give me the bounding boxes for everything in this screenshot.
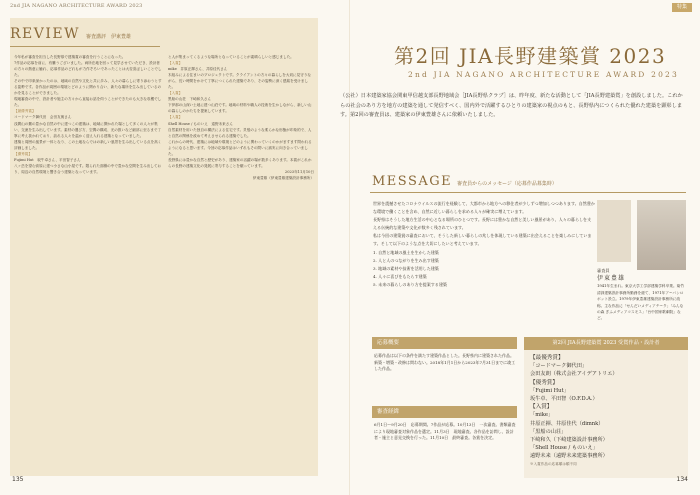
paragraph: 木組みによる住まいのプロジェクトです。クライアントの方々の暮らしを大切に見守りながら、長い時間をかけて丁寧につくられた建築であり、その姿勢に深く感銘を受けました。 xyxy=(168,73,312,90)
paragraph: 伊東豊雄（伊東豊雄建築設計事務所） xyxy=(252,175,314,180)
winner-prize: 【最優秀賞】 xyxy=(530,355,564,361)
paragraph: 長野県はそうした地方生活の中心となる場所のひとつです。長野には豊かな自然と美しい風景があり、人々の暮らしを支える伝統的な建築や文化が数多く残されています。 xyxy=(373,217,592,231)
process-heading: 審査経緯 xyxy=(372,406,517,418)
paragraph: 黒船の山荘 下崎和久さん xyxy=(168,97,212,102)
paragraph: 【優秀賞】 xyxy=(14,151,32,156)
paragraph: これからの時代、建築には地域や環境とどのように関わっていくのかがますます問われるようになると思います。今回の応募作品はいずれもその問いに誠実に向き合っていました。 xyxy=(168,139,312,156)
winner-work: 「黒船の山荘」 xyxy=(530,428,567,435)
judge-name: 伊東豊雄 xyxy=(597,275,626,283)
judge-role: 審査員 xyxy=(597,268,610,273)
winners-heading: 第2回 JIA長野建築賞 2023 受賞作品・設計者 xyxy=(524,337,688,350)
paragraph: 自然素材を用いた独自の構法による住宅です。貝殻のような柔らかな形態が印象的で、人と自然の関係を改めて考えさせられる建築でした。 xyxy=(168,127,312,138)
running-head: 2nd JIA NAGANO ARCHITECTURE AWARD 2023 xyxy=(10,3,143,9)
paragraph: 下伊那の山深い土地に建つ山荘です。地域の材料や職人の技術を生かしながら、新しい山の暮らしのかたちを提案しています。 xyxy=(168,103,312,114)
message-side-block xyxy=(597,200,631,262)
paragraph: 浅間山の麓の豊かな自然の中に建つこの建築は、地域に開かれた場として多くの人々が集い、交流を生み出しています。素材の選び方、空間の構成、光の扱いなど細部に至るまで丁寧に考え抜かれており、訪れる人々を温かく迎え入れる建築となっていました。 xyxy=(14,121,162,138)
message-heading xyxy=(372,174,557,189)
winner-work: 「コードマーク御代田」 xyxy=(530,363,588,370)
message-title: MESSAGE xyxy=(372,174,453,189)
paragraph: mike 井原正揮さん、井原佳代さん xyxy=(168,67,228,72)
paragraph: 5. 未来の暮らしのあり方を提案する建築 xyxy=(373,281,447,287)
winner-author: 下崎和久（下崎建築設計事務所） xyxy=(530,437,608,444)
review-column-1 xyxy=(14,54,162,175)
process-body: 6月1日〜9月20日 応募期間。7作品が応募。10月13日 一次審査。書類審査により現地審査対象作品を選定。11月3日 現地審査。各作品を訪問し、設計者・施主と意見交換を行った。11月10日 最終審査。各賞を決定。 xyxy=(374,422,516,441)
judge-photo xyxy=(637,200,686,270)
paragraph: 建築と周囲の風景が一体となり、この土地ならではの新しい風景を生み出している点を高く評価しました。 xyxy=(14,139,162,150)
message-subtitle: 審査員からのメッセージ（応募作品募集時） xyxy=(457,181,557,187)
review-heading xyxy=(10,26,131,42)
winners-list xyxy=(530,354,686,467)
award-intro: （公社）日本建築家協会関東甲信越支部長野地域会［JIA長野県クラブ］は、昨年度、新たな活動として「JIA長野建築賞」を創設しました。これからの社会のあり方を地方の建築を通して発信すべく、国内外で活躍するひとりの建築家の視点のもと、長野県内につくられた優れた建築を顕彰します。第2回の審査員は、建築家の伊東豊雄さんに依頼いたしました。 xyxy=(340,93,683,119)
paragraph: 2. 人と人のつながりを生み出す建築 xyxy=(373,257,439,263)
review-divider xyxy=(10,46,160,47)
paragraph: Shell House / ものいえ 遠野未来さん xyxy=(168,121,233,126)
winner-work: 「Shell House / ものいえ」 xyxy=(530,445,598,452)
winner-author: 会田友朗（株式会社アイデアトリエ） xyxy=(530,371,618,378)
message-body xyxy=(373,200,595,289)
paragraph: 4. 人々に喜びをもたらす建築 xyxy=(373,273,427,279)
page-gutter xyxy=(349,0,350,495)
paragraph: コードマーク御代田 会田友朗さん xyxy=(14,115,72,120)
paragraph: 【入賞】 xyxy=(168,61,183,66)
winner-author: 井原正揮、井原佳代（dimnk） xyxy=(530,420,604,427)
paragraph: 八ヶ岳を望む高原に建つ小さな山小屋です。限られた面積の中で豊かな空間を生み出しており、周辺の自然環境と響き合う建築となっています。 xyxy=(14,163,162,174)
entry-heading: 応募概要 xyxy=(372,337,517,349)
paragraph: 7作品の応募を前に、有難うございました。両所在地を回って見学させていただき、設計者の方々の熱意に触れ、応募作品のどれもが力作ぞろいであったことは大変喜ばしいことでした。 xyxy=(14,61,162,78)
winners-note: ※入賞作品の応募順は順不同 xyxy=(530,461,577,466)
section-tag: 特集 xyxy=(672,3,692,12)
paragraph: 【入賞】 xyxy=(168,91,183,96)
paragraph: 1. 自然と地域の風土を生かした建築 xyxy=(373,249,439,255)
winner-author: 坂牛卓、平田智（O.F.D.A.） xyxy=(530,396,598,403)
paragraph: と人が集まってくるような場所となっていることが素晴らしいと感じました。 xyxy=(168,55,294,59)
review-subtitle: 審査講評 伊東豊雄 xyxy=(86,34,132,40)
paragraph: 【入賞】 xyxy=(168,115,183,120)
judge-bio: 1941年生まれ。東京大学工学部建築学科卒業。菊竹清訓建築設計事務所勤務を経て、1971年アーバンロボット設立。1979年伊東豊雄建築設計事務所に改称。主な作品に「せんだいメディアテーク」「みんなの森 ぎふメディアコスモス」「台中国家歌劇院」など。 xyxy=(597,284,685,321)
paragraph: 私は今回の建築賞の審査において、そうした新しい暮らしの兆しを体現している建築に出会えることを楽しみにしています。そして以下のような点を大切にしたいと考えています。 xyxy=(373,233,592,247)
judge-profile xyxy=(597,268,687,322)
paragraph: 現地審査の中で、設計者や施主の方々から直接お話を伺うことができたのも大きな収穫でした。 xyxy=(14,97,162,108)
paragraph: その中で印象深かったのは、地域の自然や文化と共に歩み、人々の暮らしに寄り添おうとする姿勢です。各作品が周囲の環境とどのように関わり合い、新たな場所を生み出しているのかを見ることができました。 xyxy=(14,79,162,96)
review-column-2 xyxy=(168,54,314,181)
award-subtitle: 2nd JIA NAGANO ARCHITECTURE AWARD 2023 xyxy=(408,70,679,79)
winner-prize: 【入賞】 xyxy=(530,404,553,411)
page-number-right: 134 xyxy=(676,476,688,483)
winner-work: 「Fujimi Hut」 xyxy=(530,387,569,394)
message-divider xyxy=(370,192,686,193)
paragraph: 今年私が審査を担当した長野県で建築賞の審査を行うことになった。 xyxy=(14,55,126,59)
entry-body: 応募作品は以下の条件を満たす建築作品とした。長野県内に建築された作品。新築・増築・改修は問わない。2018年1月1日から2023年7月31日までに竣工した作品。 xyxy=(374,353,516,372)
page-number-left: 135 xyxy=(12,476,24,483)
paragraph: Fujimi Hut 坂牛卓さん、平田智子さん xyxy=(14,157,81,162)
paragraph: 【最優秀賞】 xyxy=(14,109,36,114)
winner-author: 遠野未来（遠野未来建築事務所） xyxy=(530,453,608,460)
winner-prize: 【優秀賞】 xyxy=(530,379,558,386)
review-title: REVIEW xyxy=(10,26,81,42)
paragraph: 世界を震撼させたコロナウイルスの流行を経験して、大都市から地方への移住者が少しずつ増加しつつあります。自然豊かな環境で働くことを含め、自然に近しい暮らしを求める人々が確実に増えています。 xyxy=(373,201,595,215)
paragraph: 2023年11月10日 xyxy=(284,169,314,174)
award-title: 第2回 JIA長野建築賞 2023 xyxy=(394,44,667,68)
paragraph: 長野県には豊かな自然と歴史があり、建築家の活躍の場が数多くあります。本賞がこれからの長野の建築文化の発展に寄与することを願っています。 xyxy=(168,157,312,168)
paragraph: 3. 地域の素材や技術を活用した建築 xyxy=(373,265,439,271)
winner-work: 「mike」 xyxy=(530,412,554,419)
